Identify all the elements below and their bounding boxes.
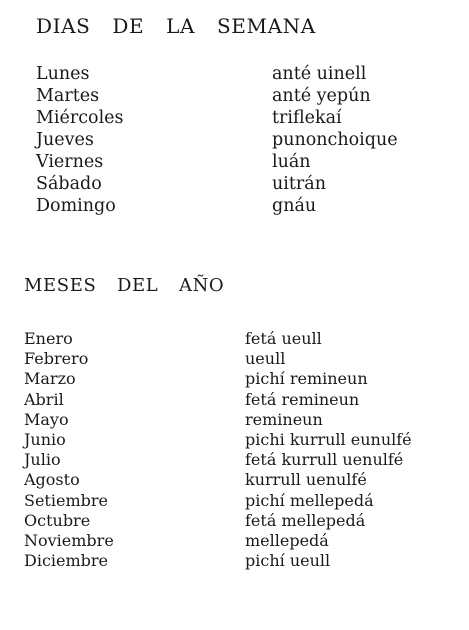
translation-word: fetá kurrull uenulfé: [245, 450, 404, 470]
translation-word: punonchoique: [272, 130, 398, 150]
spanish-word: Viernes: [36, 152, 104, 172]
months-list: [24, 329, 464, 571]
spanish-word: Diciembre: [24, 551, 109, 571]
list-item: [36, 107, 456, 129]
translation-word: ueull: [245, 349, 286, 369]
spanish-word: Marzo: [24, 369, 76, 389]
spanish-word: Setiembre: [24, 490, 108, 510]
translation-word: fetá mellepedá: [245, 510, 366, 530]
translation-word: pichí remineun: [245, 369, 368, 389]
list-item: [36, 173, 456, 195]
spanish-word: Miércoles: [36, 108, 124, 128]
spanish-word: Enero: [24, 329, 73, 348]
list-item: [24, 470, 464, 490]
spanish-word: Julio: [24, 450, 61, 470]
days-list: [36, 63, 456, 217]
list-item: [24, 551, 464, 571]
spanish-word: Martes: [36, 86, 100, 106]
translation-word: anté uinell: [272, 64, 367, 84]
spanish-word: Domingo: [36, 196, 116, 216]
list-item: [24, 430, 464, 450]
list-item: [24, 511, 464, 531]
translation-word: kurrull uenulfé: [245, 470, 367, 490]
list-item: [24, 390, 464, 410]
list-item: [24, 349, 464, 369]
translation-word: anté yepún: [272, 86, 371, 106]
months-section-title: MESES DEL AÑO: [24, 275, 225, 296]
spanish-word: Mayo: [24, 409, 69, 429]
spanish-word: Agosto: [24, 470, 80, 490]
translation-word: fetá ueull: [245, 329, 322, 348]
translation-word: pichi kurrull eunulfé: [245, 429, 412, 449]
translation-word: gnáu: [272, 196, 317, 216]
spanish-word: Junio: [24, 429, 66, 449]
spanish-word: Lunes: [36, 64, 90, 84]
days-section-title: DIAS DE LA SEMANA: [36, 14, 316, 38]
translation-word: luán: [272, 152, 311, 172]
translation-word: pichí mellepedá: [245, 490, 374, 510]
list-item: [36, 63, 456, 85]
list-item: [24, 450, 464, 470]
list-item: [24, 410, 464, 430]
translation-word: triflekaí: [272, 108, 342, 128]
spanish-word: Febrero: [24, 349, 89, 369]
list-item: [24, 491, 464, 511]
list-item: [36, 151, 456, 173]
list-item: [24, 329, 464, 349]
list-item: [24, 531, 464, 551]
list-item: [36, 129, 456, 151]
spanish-word: Jueves: [36, 130, 94, 150]
translation-word: remineun: [245, 409, 323, 429]
list-item: [36, 195, 456, 217]
translation-word: fetá remineun: [245, 389, 360, 409]
list-item: [24, 369, 464, 389]
translation-word: mellepedá: [245, 530, 329, 550]
spanish-word: Octubre: [24, 510, 91, 530]
translation-word: pichí ueull: [245, 551, 331, 571]
list-item: [36, 85, 456, 107]
spanish-word: Sábado: [36, 174, 102, 194]
spanish-word: Noviembre: [24, 530, 114, 550]
translation-word: uitrán: [272, 174, 326, 194]
spanish-word: Abril: [24, 389, 64, 409]
